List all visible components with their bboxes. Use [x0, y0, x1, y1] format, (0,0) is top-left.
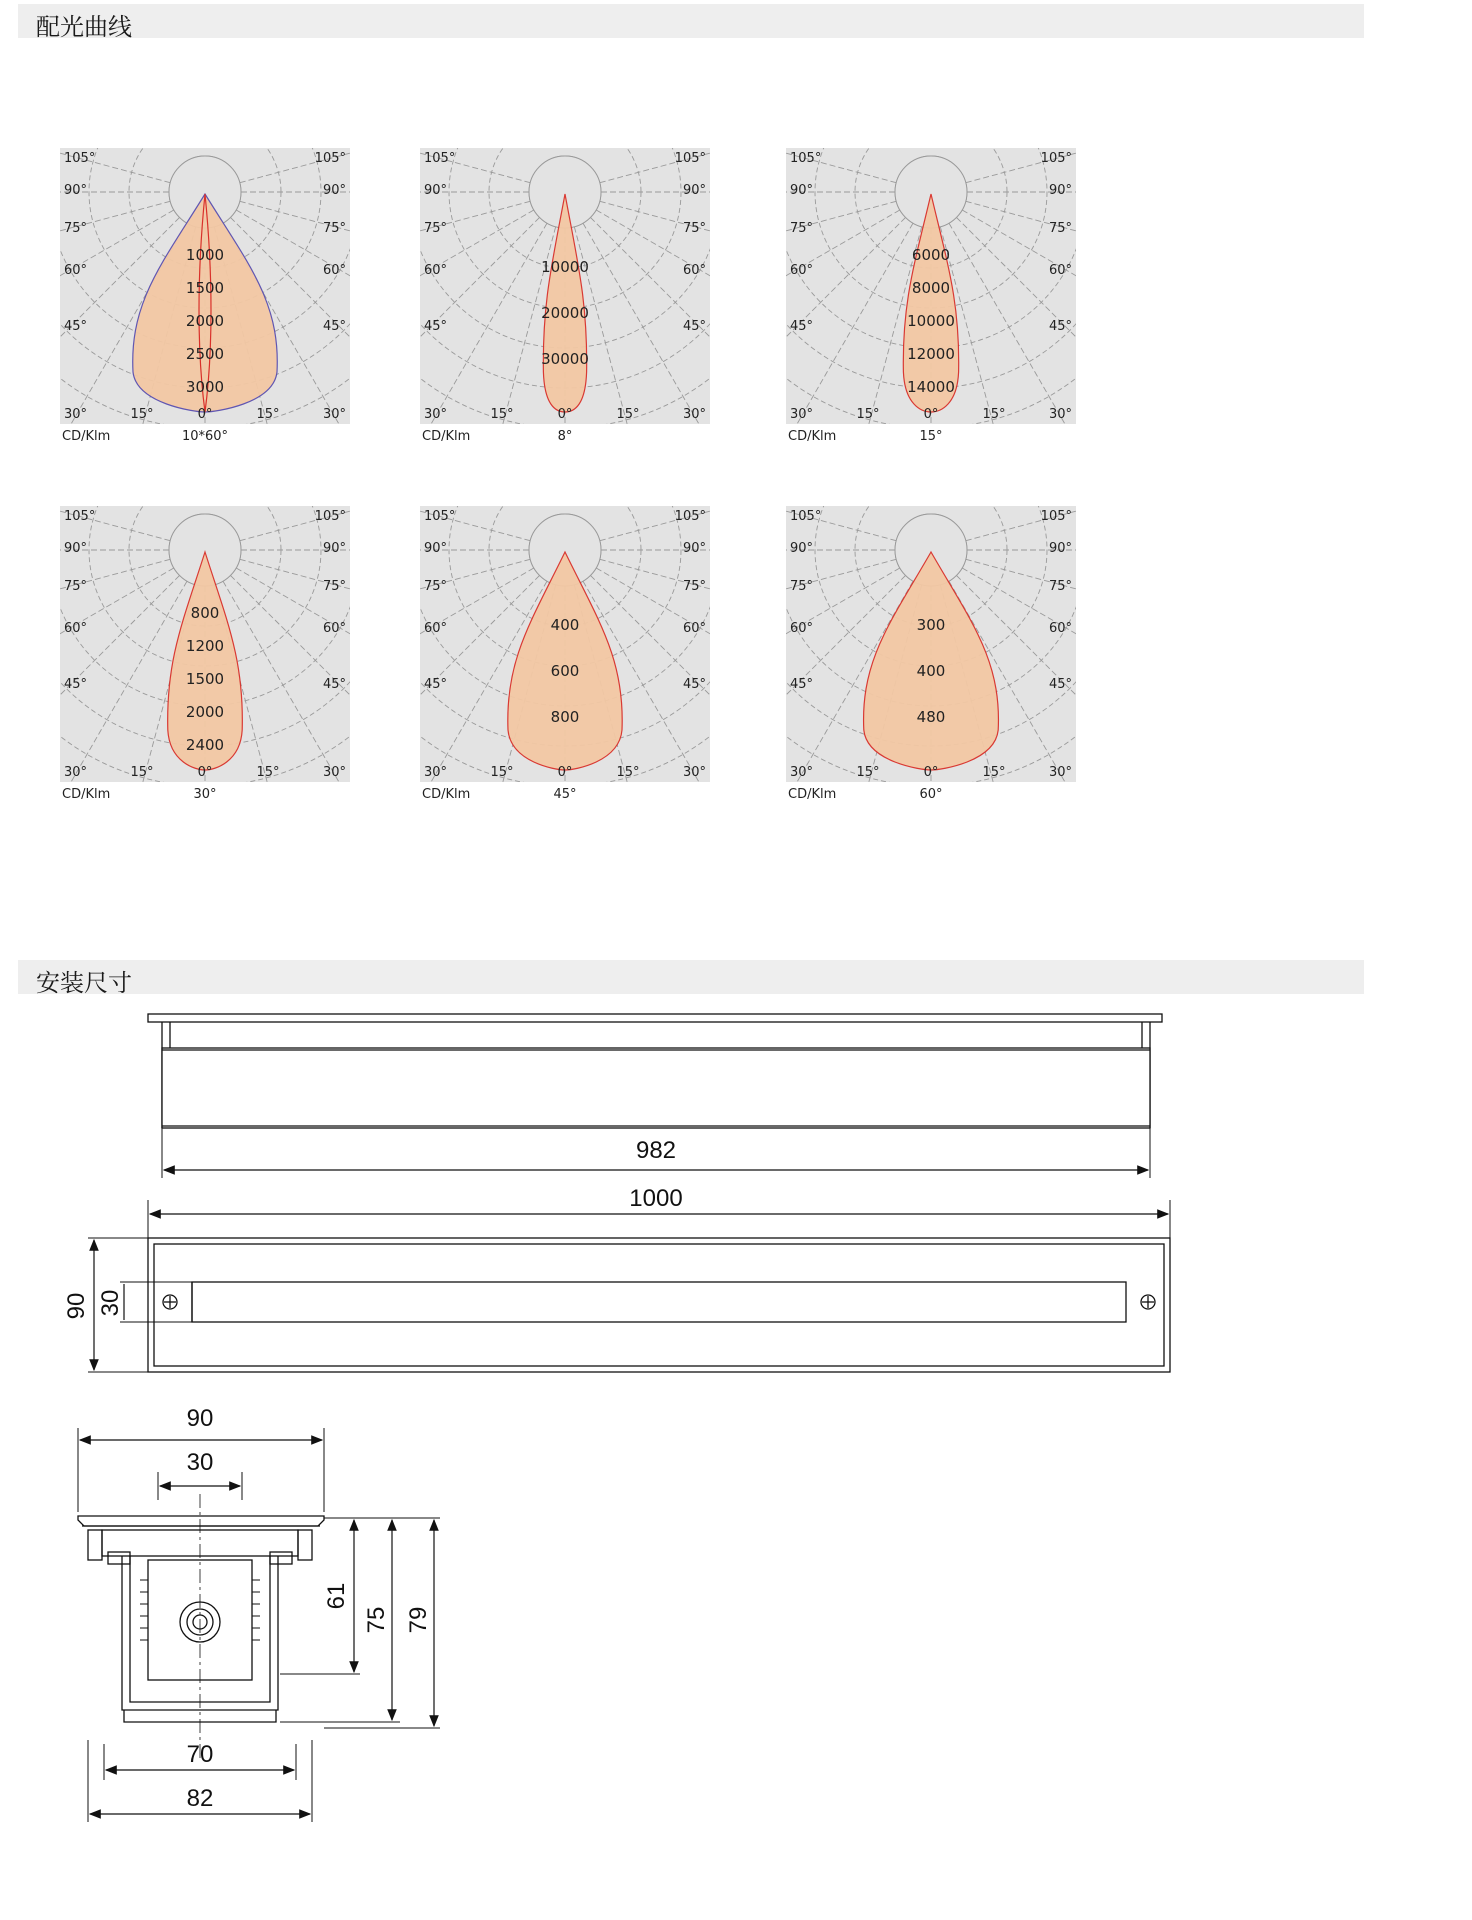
angle-label-105: 105°	[424, 509, 456, 524]
intensity-label: 1200	[185, 637, 225, 655]
intensity-label: 2000	[185, 703, 225, 721]
angle-label-105: 105°	[1040, 509, 1072, 524]
angle-label-105: 105°	[64, 151, 96, 166]
angle-label-45: 45°	[1048, 319, 1072, 334]
intensity-label: 3000	[185, 378, 225, 396]
angle-label-45: 45°	[790, 677, 814, 692]
angle-label-45: 45°	[424, 319, 448, 334]
angle-label-75: 75°	[424, 221, 448, 236]
angle-label-60: 60°	[1048, 621, 1072, 636]
angle-label-45: 45°	[790, 319, 814, 334]
intensity-label: 600	[550, 662, 580, 680]
dim-982: 982	[635, 1137, 677, 1164]
angle-label-30: 30°	[682, 765, 706, 780]
intensity-label: 14000	[907, 378, 955, 396]
angle-label-90: 90°	[424, 541, 448, 556]
beam-angle-label: 30°	[193, 787, 217, 802]
angle-label-75: 75°	[682, 221, 706, 236]
angle-label-30: 30°	[682, 407, 706, 422]
angle-label-90: 90°	[322, 541, 346, 556]
angle-label-75: 75°	[790, 221, 814, 236]
unit-label: CD/Klm	[62, 787, 111, 802]
angle-label-15: 15°	[856, 765, 880, 780]
dim-section-75: 75	[363, 1606, 390, 1634]
intensity-label: 480	[916, 708, 946, 726]
intensity-label: 12000	[907, 345, 955, 363]
angle-label-90: 90°	[424, 183, 448, 198]
angle-label-75: 75°	[64, 221, 88, 236]
angle-label-60: 60°	[322, 621, 346, 636]
angle-label-15: 15°	[490, 765, 514, 780]
dim-section-70: 70	[186, 1741, 214, 1768]
unit-label: CD/Klm	[422, 787, 471, 802]
angle-label-60: 60°	[682, 263, 706, 278]
angle-label-75: 75°	[322, 579, 346, 594]
intensity-label: 2500	[185, 345, 225, 363]
angle-label-105: 105°	[674, 151, 706, 166]
angle-label-60: 60°	[424, 621, 448, 636]
intensity-label: 400	[916, 662, 946, 680]
intensity-label: 800	[190, 604, 220, 622]
angle-label-60: 60°	[424, 263, 448, 278]
angle-label-0: 0°	[923, 765, 939, 780]
angle-label-15: 15°	[130, 765, 154, 780]
intensity-label: 1500	[185, 670, 225, 688]
beam-angle-label: 10*60°	[181, 429, 229, 444]
angle-label-105: 105°	[790, 151, 822, 166]
angle-label-105: 105°	[314, 151, 346, 166]
angle-label-45: 45°	[64, 677, 88, 692]
plan-view-drawing	[88, 1200, 1170, 1372]
angle-label-15: 15°	[616, 407, 640, 422]
dim-30: 30	[97, 1289, 124, 1317]
angle-label-75: 75°	[1048, 221, 1072, 236]
angle-label-30: 30°	[1048, 407, 1072, 422]
angle-label-30: 30°	[64, 407, 88, 422]
angle-label-60: 60°	[790, 263, 814, 278]
angle-label-45: 45°	[424, 677, 448, 692]
angle-label-75: 75°	[790, 579, 814, 594]
angle-label-75: 75°	[1048, 579, 1072, 594]
angle-label-15: 15°	[256, 765, 280, 780]
angle-label-90: 90°	[64, 183, 88, 198]
angle-label-30: 30°	[322, 407, 346, 422]
angle-label-30: 30°	[424, 407, 448, 422]
intensity-label: 10000	[541, 258, 589, 276]
intensity-label: 6000	[911, 246, 951, 264]
angle-label-90: 90°	[1048, 541, 1072, 556]
angle-label-75: 75°	[322, 221, 346, 236]
unit-label: CD/Klm	[62, 429, 111, 444]
angle-label-0: 0°	[197, 765, 213, 780]
dim-section-82: 82	[186, 1785, 214, 1812]
unit-label: CD/Klm	[788, 429, 837, 444]
unit-label: CD/Klm	[788, 787, 837, 802]
angle-label-0: 0°	[557, 765, 573, 780]
angle-label-75: 75°	[682, 579, 706, 594]
intensity-label: 10000	[907, 312, 955, 330]
angle-label-0: 0°	[557, 407, 573, 422]
angle-label-0: 0°	[923, 407, 939, 422]
angle-label-30: 30°	[322, 765, 346, 780]
angle-label-15: 15°	[490, 407, 514, 422]
intensity-label: 800	[550, 708, 580, 726]
dim-section-79: 79	[405, 1606, 432, 1634]
beam-angle-label: 60°	[919, 787, 943, 802]
angle-label-60: 60°	[682, 621, 706, 636]
intensity-label: 300	[916, 616, 946, 634]
angle-label-60: 60°	[64, 621, 88, 636]
section-title: 安装尺寸	[36, 969, 132, 997]
angle-label-45: 45°	[322, 677, 346, 692]
angle-label-45: 45°	[682, 319, 706, 334]
angle-label-30: 30°	[790, 765, 814, 780]
angle-label-90: 90°	[682, 183, 706, 198]
intensity-label: 400	[550, 616, 580, 634]
angle-label-45: 45°	[64, 319, 88, 334]
angle-label-90: 90°	[790, 541, 814, 556]
angle-label-60: 60°	[322, 263, 346, 278]
angle-label-105: 105°	[64, 509, 96, 524]
angle-label-30: 30°	[424, 765, 448, 780]
angle-label-45: 45°	[682, 677, 706, 692]
angle-label-15: 15°	[982, 765, 1006, 780]
angle-label-105: 105°	[790, 509, 822, 524]
dim-90: 90	[63, 1292, 90, 1320]
angle-label-60: 60°	[1048, 263, 1072, 278]
dim-section-61: 61	[323, 1582, 350, 1610]
angle-label-75: 75°	[64, 579, 88, 594]
angle-label-90: 90°	[1048, 183, 1072, 198]
beam-angle-label: 45°	[553, 787, 577, 802]
angle-label-60: 60°	[790, 621, 814, 636]
intensity-label: 2400	[185, 736, 225, 754]
dim-section-90: 90	[186, 1405, 214, 1432]
intensity-label: 2000	[185, 312, 225, 330]
angle-label-60: 60°	[64, 263, 88, 278]
beam-angle-label: 8°	[557, 429, 573, 444]
intensity-label: 20000	[541, 304, 589, 322]
section-title: 配光曲线	[36, 13, 132, 41]
dim-section-30: 30	[186, 1449, 214, 1476]
intensity-label: 1500	[185, 279, 225, 297]
intensity-label: 8000	[911, 279, 951, 297]
intensity-label: 30000	[541, 350, 589, 368]
angle-label-105: 105°	[674, 509, 706, 524]
angle-label-30: 30°	[790, 407, 814, 422]
angle-label-90: 90°	[322, 183, 346, 198]
beam-angle-label: 15°	[919, 429, 943, 444]
angle-label-0: 0°	[197, 407, 213, 422]
angle-label-90: 90°	[790, 183, 814, 198]
angle-label-75: 75°	[424, 579, 448, 594]
intensity-label: 1000	[185, 246, 225, 264]
angle-label-45: 45°	[1048, 677, 1072, 692]
angle-label-105: 105°	[1040, 151, 1072, 166]
angle-label-90: 90°	[64, 541, 88, 556]
angle-label-30: 30°	[1048, 765, 1072, 780]
angle-label-15: 15°	[856, 407, 880, 422]
dim-1000: 1000	[629, 1185, 683, 1212]
angle-label-105: 105°	[314, 509, 346, 524]
angle-label-105: 105°	[424, 151, 456, 166]
angle-label-15: 15°	[982, 407, 1006, 422]
angle-label-45: 45°	[322, 319, 346, 334]
unit-label: CD/Klm	[422, 429, 471, 444]
angle-label-15: 15°	[130, 407, 154, 422]
angle-label-15: 15°	[256, 407, 280, 422]
angle-label-15: 15°	[616, 765, 640, 780]
angle-label-90: 90°	[682, 541, 706, 556]
angle-label-30: 30°	[64, 765, 88, 780]
